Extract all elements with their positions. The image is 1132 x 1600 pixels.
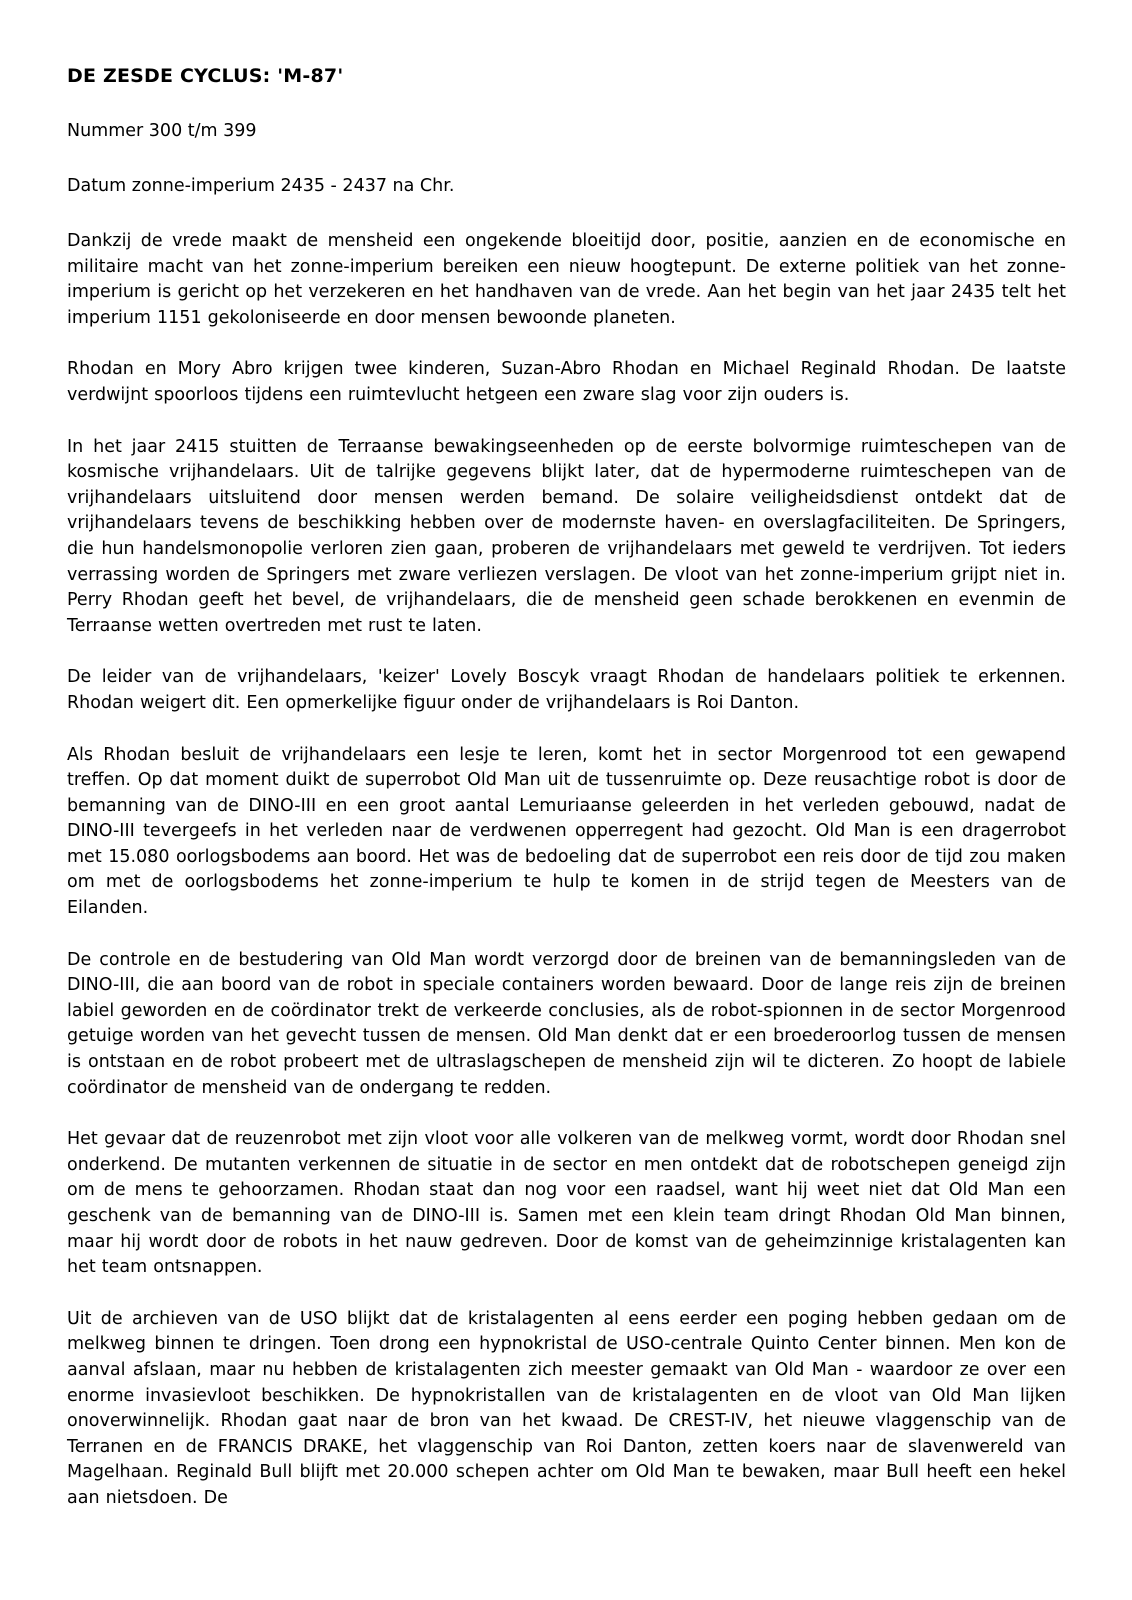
issue-range-line: Nummer 300 t/m 399 [67, 121, 257, 141]
paragraph: In het jaar 2415 stuitten de Terraanse bewakingseenheden op de eerste bolvormige ruimteschepen van de kosmische vrijhandelaars. Uit de talrijke gegevens blijkt later, dat de hypermoderne ruimteschepen van de vrijhandelaars uitsluitend door mensen werden bemand. De solaire veiligheidsdienst ontdekt dat de vrijhandelaars tevens de beschikking hebben over de modernste haven- en overslagfaciliteiten. De Springers, die hun handelsmonopolie verloren zien gaan, proberen de vrijhandelaars met geweld te verdrijven. Tot ieders verrassing worden de Springers met zware verliezen verslagen. De vloot van het zonne-imperium grijpt niet in. Perry Rhodan geeft het bevel, de vrijhandelaars, die de mensheid geen schade berokkenen en evenmin de Terraanse wetten overtreden met rust te laten. [67, 436, 1066, 636]
date-line: Datum zonne-imperium 2435 - 2437 na Chr. [67, 176, 455, 196]
page-title: DE ZESDE CYCLUS: 'M-87' [67, 65, 344, 87]
body-paragraphs [67, 229, 1066, 1512]
paragraph: Dankzij de vrede maakt de mensheid een ongekende bloeitijd door, positie, aanzien en de economische en militaire macht van het zonne-imperium bereiken een nieuw hoogtepunt. De externe politiek van het zonne-imperium is gericht op het verzekeren en het handhaven van de vrede. Aan het begin van het jaar 2435 telt het imperium 1151 gekoloniseerde en door mensen bewoonde planeten. [67, 231, 1066, 328]
paragraph: De controle en de bestudering van Old Man wordt verzorgd door de breinen van de bemanningsleden van de DINO-III, die aan boord van de robot in speciale containers worden bewaard. Door de lange reis zijn de breinen labiel geworden en de coördinator trekt de verkeerde conclusies, als de robot-spionnen in de sector Morgenrood getuige worden van het gevecht tussen de mensen. Old Man denkt dat er een broederoorlog tussen de mensen is ontstaan en de robot probeert met de ultraslagschepen de mensheid zijn wil te dicteren. Zo hoopt de labiele coördinator de mensheid van de ondergang te redden. [67, 949, 1066, 1098]
paragraph: De leider van de vrijhandelaars, 'keizer' Lovely Boscyk vraagt Rhodan de handelaars politiek te erkennen. Rhodan weigert dit. Een opmerkelijke figuur onder de vrijhandelaars is Roi Danton. [67, 667, 1066, 713]
paragraph: Het gevaar dat de reuzenrobot met zijn vloot voor alle volkeren van de melkweg vormt, wordt door Rhodan snel onderkend. De mutanten verkennen de situatie in de sector en men ontdekt dat de robotschepen geneigd zijn om de mens te gehoorzamen. Rhodan staat dan nog voor een raadsel, want hij weet niet dat Old Man een geschenk van de bemanning van de DINO-III is. Samen met een klein team dringt Rhodan Old Man binnen, maar hij wordt door de robots in het nauw gedreven. Door de komst van de geheimzinnige kristalagenten kan het team ontsnappen. [67, 1129, 1066, 1278]
paragraph: Rhodan en Mory Abro krijgen twee kinderen, Suzan-Abro Rhodan en Michael Reginald Rhodan. De laatste verdwijnt spoorloos tijdens een ruimtevlucht hetgeen een zware slag voor zijn ouders is. [67, 359, 1066, 405]
paragraph: Als Rhodan besluit de vrijhandelaars een lesje te leren, komt het in sector Morgenrood tot een gewapend treffen. Op dat moment duikt de superrobot Old Man uit de tussenruimte op. Deze reusachtige robot is door de bemanning van de DINO-III en een groot aantal Lemuriaanse geleerden in het verleden gebouwd, nadat de DINO-III tevergeefs in het verleden naar de verdwenen opperregent had gezocht. Old Man is een dragerrobot met 15.080 oorlogsbodems aan boord. Het was de bedoeling dat de superrobot een reis door de tijd zou maken om met de oorlogsbodems het zonne-imperium te hulp te komen in de strijd tegen de Meesters van de Eilanden. [67, 744, 1066, 919]
paragraph: Uit de archieven van de USO blijkt dat de kristalagenten al eens eerder een poging hebben gedaan om de melkweg binnen te dringen. Toen drong een hypnokristal de USO-centrale Quinto Center binnen. Men kon de aanval afslaan, maar nu hebben de kristalagenten zich meester gemaakt van Old Man - waardoor ze over een enorme invasievloot beschikken. De hypnokristallen van de kristalagenten en de vloot van Old Man lijken onoverwinnelijk. Rhodan gaat naar de bron van het kwaad. De CREST-IV, het nieuwe vlaggenschip van de Terranen en de FRANCIS DRAKE, het vlaggenschip van Roi Danton, zetten koers naar de slavenwereld van Magelhaan. Reginald Bull blijft met 20.000 schepen achter om Old Man te bewaken, maar Bull heeft een hekel aan nietsdoen. De [67, 1308, 1066, 1508]
